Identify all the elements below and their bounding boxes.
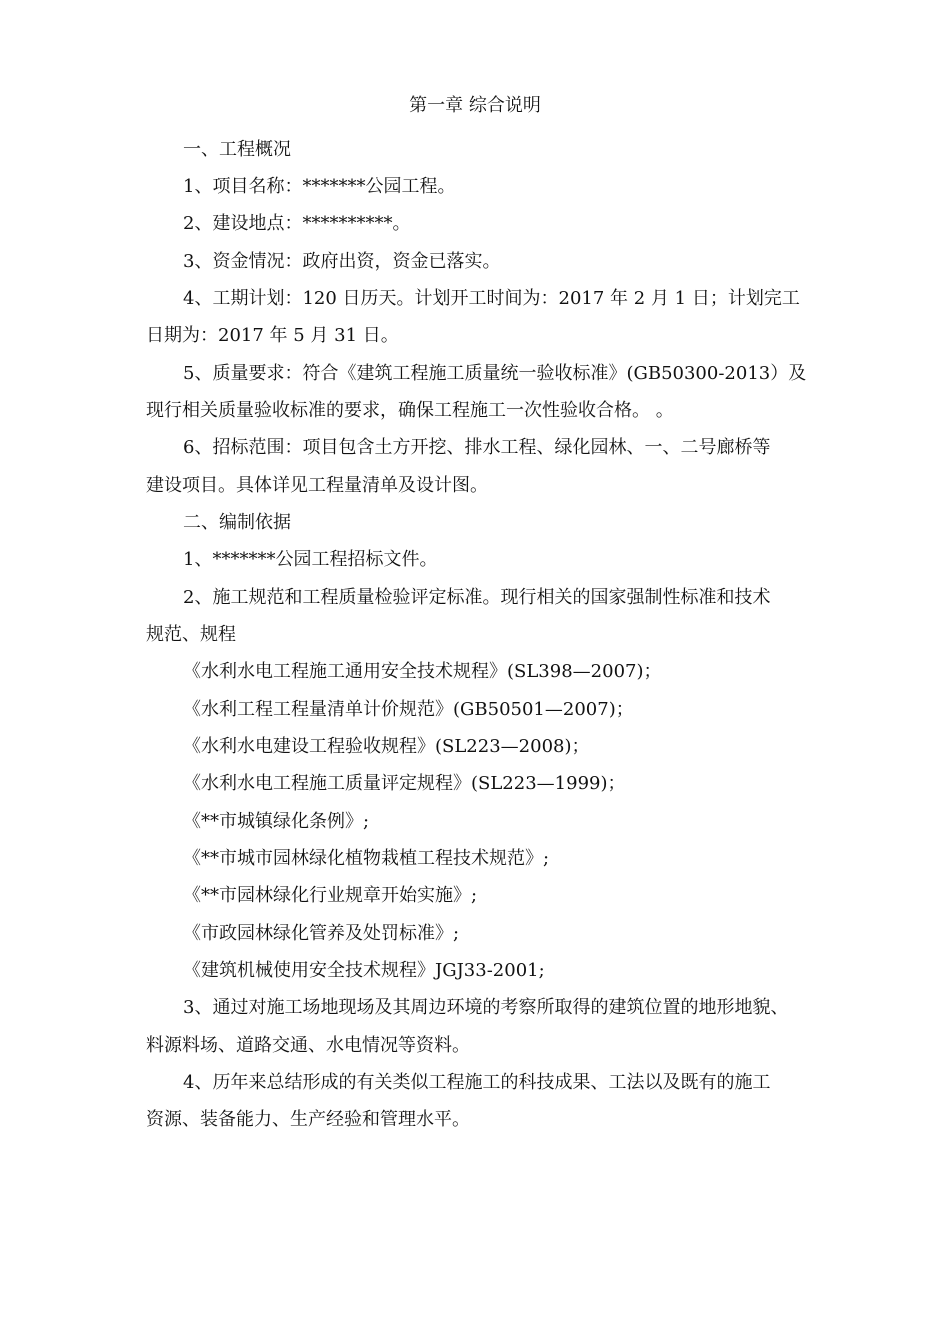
paragraph-line: 5、质量要求：符合《建筑工程施工质量统一验收标准》(GB50300-2013）及 [183, 363, 807, 384]
standard-item: 《水利水电工程施工质量评定规程》(SL223—1999)； [183, 773, 626, 794]
paragraph-line: 资源、装备能力、生产经验和管理水平。 [146, 1109, 470, 1130]
paragraph-line: 建设项目。具体详见工程量清单及设计图。 [146, 475, 488, 496]
paragraph-line: 1、项目名称：*******公园工程。 [183, 176, 456, 197]
standard-item: 《**市园林绿化行业规章开始实施》; [183, 885, 478, 906]
paragraph-line: 规范、规程 [146, 624, 236, 645]
standard-item: 《水利水电建设工程验收规程》(SL223—2008)； [183, 736, 590, 757]
paragraph-line: 4、工期计划：120 日历天。计划开工时间为：2017 年 2 月 1 日；计划完工 [183, 288, 800, 309]
paragraph-line: 日期为：2017 年 5 月 31 日。 [146, 325, 399, 346]
section-heading-basis: 二、编制依据 [183, 512, 291, 533]
section-heading-overview: 一、工程概况 [183, 139, 291, 160]
paragraph-line: 6、招标范围：项目包含土方开挖、排水工程、绿化园林、一、二号廊桥等 [183, 437, 771, 458]
standard-item: 《建筑机械使用安全技术规程》JGJ33-2001; [183, 960, 545, 981]
paragraph-line: 2、建设地点：**********。 [183, 213, 411, 234]
paragraph-line: 现行相关质量验收标准的要求，确保工程施工一次性验收合格。 。 [146, 400, 674, 421]
paragraph-line: 1、*******公园工程招标文件。 [183, 549, 438, 570]
paragraph-line: 3、通过对施工场地现场及其周边环境的考察所取得的建筑位置的地形地貌、 [183, 997, 789, 1018]
standard-item: 《**市城镇绿化条例》; [183, 811, 370, 832]
paragraph-line: 3、资金情况：政府出资，资金已落实。 [183, 251, 501, 272]
standard-item: 《水利水电工程施工通用安全技术规程》(SL398—2007)； [183, 661, 662, 682]
chapter-title: 第一章 综合说明 [409, 95, 541, 116]
paragraph-line: 4、历年来总结形成的有关类似工程施工的科技成果、工法以及既有的施工 [183, 1072, 771, 1093]
paragraph-line: 2、施工规范和工程质量检验评定标准。现行相关的国家强制性标准和技术 [183, 587, 771, 608]
standard-item: 《水利工程工程量清单计价规范》(GB50501—2007)； [183, 699, 634, 720]
standard-item: 《市政园林绿化管养及处罚标准》; [183, 923, 460, 944]
standard-item: 《**市城市园林绿化植物栽植工程技术规范》; [183, 848, 550, 869]
paragraph-line: 料源料场、道路交通、水电情况等资料。 [146, 1035, 470, 1056]
